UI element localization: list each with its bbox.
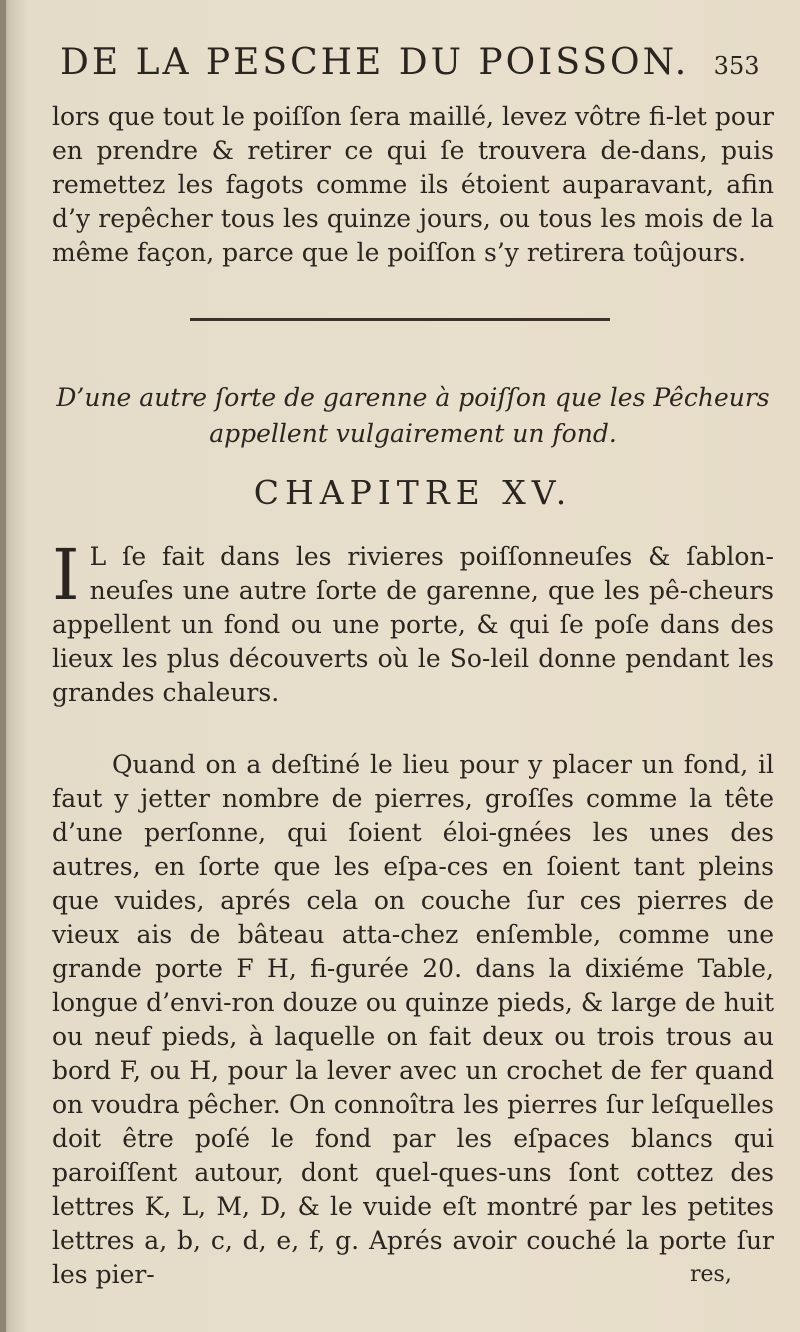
- chapter-subtitle: D’une autre ſorte de garenne à poiſſon que les Pêcheurs appellent vulgairement un fond.: [56, 383, 770, 448]
- section-divider: [190, 318, 610, 321]
- paragraph-1: lors que tout le poiſſon ſera maillé, levez vôtre fi-let pour en prendre & retirer ce qui ſe trouvera de-dans, puis remettez les fagots comme ils étoient auparavant, afin d’y repêcher tous les quinze jours, ou tous les mois de la même façon, parce que le poiſſon s’y retirera toûjours.: [52, 102, 774, 267]
- paragraph-3: Quand on a deſtiné le lieu pour y placer un fond, il faut y jetter nombre de pierres, groſſes comme la tête d’une perſonne, qui ſoient éloi-gnées les unes des autres, en ſorte que les eſpa-ces en ſoient tant pleins que vuides, aprés cela on couche ſur ces pierres de vieux ais de bâteau atta-chez enſemble, comme une grande porte F H, fi-gurée 20. dans la dixiéme Table, longue d’envi-ron douze ou quinze pieds, & large de huit ou neuf pieds, à laquelle on fait deux ou trois trous au bord F, ou H, pour la lever avec un crochet de fer quand on voudra pêcher. On connoîtra les pierres ſur leſquelles doit être poſé le fond par les eſpaces blancs qui paroiſſent autour, dont quel-ques-uns ſont cottez des lettres K, L, M, D, & le vuide eſt montré par les petites lettres a, b, c, d, e, f, g. Aprés avoir couché la porte ſur les pier-: [52, 750, 774, 1289]
- page-number: 353: [713, 52, 760, 80]
- running-title: DE LA PESCHE DU POISSON.: [60, 42, 690, 83]
- chapter-title: CHAPITRE XV.: [253, 473, 573, 512]
- page-edge: [0, 0, 6, 1332]
- paragraph-2: [52, 534, 774, 710]
- catchword: res,: [690, 1262, 732, 1287]
- paragraph-2-text: L ſe fait dans les rivieres poiſſonneuſes & ſablon-neuſes une autre ſorte de garenne, que les pê-cheurs appellent un fond ou une porte, & qui ſe poſe dans des lieux les plus découverts où le So-leil donne pendant les grandes chaleurs.: [52, 542, 774, 707]
- drop-cap: I: [52, 534, 80, 616]
- running-header: [60, 42, 760, 83]
